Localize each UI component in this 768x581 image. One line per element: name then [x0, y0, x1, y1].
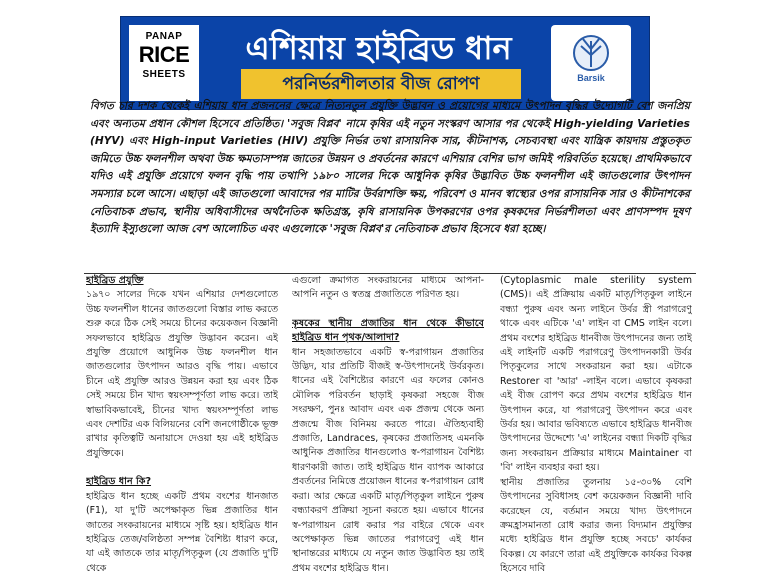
paragraph-yield-claims: স্থানীয় প্রজাতির তুলনায় ১৫-৩০% বেশি উৎপাদনের সুবিধাসহ বেশ কয়েকজন বিজ্ঞানী দাবি করেছেন যে, বর্তমান সময়ে খাদ্য উৎপাদনে ক্রমহ্রাসমানতা রোধ করার জন্য বিদ্যমান প্রযুক্তির মধ্যে হাইব্রিড ধান প্রযুক্তি হচ্ছে সবচে' কার্যকর বিকল্প। যে কারণে তারা এই প্রযুক্তিকে কার্যকর বিকল্প হিসেবে দাবি [500, 476, 692, 575]
heading-hybrid-technology: হাইব্রিড প্রযুক্তি [86, 275, 144, 286]
paragraph-cms-system: (Cytoplasmic male sterility system (CMS)। এই প্রক্রিয়ায় একটি মাতৃ/পিতৃকুল লাইনে বন্ধ্যা পুরুষ এবং অন্য লাইনে উর্বর স্ত্রী পরাগরেণু থাকে এবং এটিকে 'এ' লাইন বা CMS লাইন বলে। প্রথম বংশের হাইব্রিড ধানবীজ উৎপাদনের জন্য তাই এই লাইনটি একটি পরাগরেণু উৎপাদনকারী উর্বর পিতৃকুলের সাথে সংকরায়ন করা হয়। এটাকে Restorer বা 'আর' -লাইন বলে। এভাবে কৃষকরা এই বীজ রোপণ করে প্রথম বংশের হাইব্রিড ধান উৎপাদন করে, যা পরাগরেণু উৎপাদন করে এবং উর্বর হয়। আবার ভবিষ্যতে এভাবে হাইব্রিড ধানবীজ উৎপাদনের উদ্দেশ্যে 'এ' লাইনের বন্ধ্যা দিকটি বৃদ্ধির জন্য সংকরায়ন প্রক্রিয়ার মাধ্যমে Maintainer বা 'বি' লাইন ব্যবহার করা হয়। [500, 275, 692, 474]
paragraph-hybrid-technology: ১৯৭০ সালের দিকে যখন এশিয়ার দেশগুলোতে উচ্চ ফলনশীল ধানের জাতগুলো বিস্তার লাভ করতে শুরু করে ঠিক সেই সময়ে চীনের কয়েকজন বিজ্ঞানী সফলভাবে হাইব্রিড প্রযুক্তি উদ্ভাবন করেন। এই প্রযুক্তি প্রয়োগে আধুনিক উচ্চ ফলনশীল ধান জাতগুলোর উৎপাদন আরও বৃদ্ধি পায়। এভাবে চীনে এই প্রযুক্তি আরও উন্নয়ন করা হয় এবং ঠিক সেই সময়ে চীন খাদ্য স্বয়ংসম্পূর্ণতা লাভ করে। তাই স্বাভাবিকভাবেই, চীনের খাদ্য স্বয়ংসম্পূর্ণতা লাভ এবং দেশটির এক বিলিয়নের বেশি জনগোষ্ঠীকে ভূক্ত রাখার কৃতিত্বটি অনায়াসে দেওয়া হয় এই হাইব্রিড প্রযুক্তিকে। [86, 289, 278, 459]
rice-plant-icon [561, 31, 621, 71]
barsik-logo [551, 25, 631, 101]
column-3 [500, 274, 692, 581]
page-subtitle: পরনির্ভরশীলতার বীজ রোপণ [241, 69, 521, 99]
column-2 [292, 274, 484, 581]
logo-label: Barsik [577, 73, 605, 83]
paragraph-local-vs-hybrid: ধান সহজাতভাবে একটি স্ব-পরাগায়ন প্রজাতির উদ্ভিদ, যার প্রতিটি বীজই স্ব-উৎপাদনেই উর্বরকৃত। ধানের এই বৈশিষ্ট্যের কারণে এর ফলের কোনও মৌলিক পরিবর্তন ছাড়াই কৃষকরা সহজে বীজ সংরক্ষণ, পুনঃ আবাদ এবং এক প্রজন্ম থেকে অন্য প্রজন্মে বীজ বিনিময় করতে পারে। ঐতিহ্যবাহী প্রজাতি, Landraces, কৃষকের প্রজাতিসহ এমনকি আধুনিক প্রজাতির ধানগুলোও স্ব-পরাগায়ন বৈশিষ্ট্য ধারণকারী জাত। তাই হাইব্রিড ধান ব্যাপক আকারে প্রবর্তনের নিমিত্তে প্রয়োজন ধানের স্ব-পরাগায়ন রোধ করা। আর ক্ষেত্রে একটি মাতৃ/পিতৃকুল লাইনে পুরুষ বন্ধ্যাকরণ প্রক্রিয়া সূচনা করতে হয়। এভাবে ধানের স্ব-পরাগায়ন রোধ করার পর বাইরে থেকে এবং অপেক্ষাকৃত ভিন্ন জাতের পরাগরেণু এই ধান স্থানান্তরের মাধ্যমে যে নতুন জাত উদ্ভাবিত হয় তাই প্রথম বংশের হাইব্রিড ধান। [292, 346, 484, 574]
brand-line-3: SHEETS [142, 69, 186, 80]
panap-rice-sheets-logo [129, 25, 199, 101]
brand-line-1: PANAP [145, 31, 183, 42]
heading-what-is-hybrid-rice: হাইব্রিড ধান কি? [86, 476, 152, 488]
column-1 [86, 274, 278, 581]
heading-local-vs-hybrid: কৃষকের স্থানীয় প্রজাতির ধান থেকে কীভাবে হাইব্রিড ধান পৃথক/আলাদা? [292, 317, 484, 344]
paragraph-continuation: এগুলো ক্রমাগত সংকরায়নের মাধ্যমে আপনা-আপনি নতুন ও স্বতন্ত্র প্রজাতিতে পরিণত হয়। [292, 275, 484, 301]
page-title: এশিয়ায় হাইব্রিড ধান [245, 29, 512, 67]
paragraph-what-is-hybrid-rice: হাইব্রিড ধান হচ্ছে একটি প্রথম বংশের ধানজাত (F1), যা দু'টি অপেক্ষাকৃত ভিন্ন প্রজাতির ধান জাতের সংকরায়নের মাধ্যমে সৃষ্টি হয়। হাইব্রিড ধান হাইব্রিড তেজ/বলিষ্ঠতা সম্পন্ন বৈশিষ্ট্য ধারণ করে, যা এই জাতকে তার মাতৃ/পিতৃকুল (যে প্রজাতি দু'টি থেকে [86, 490, 278, 574]
brand-line-2: RICE [138, 42, 190, 67]
intro-paragraph: বিগত চার দশক থেকেই এশিয়ায় ধান প্রজননের ক্ষেত্রে নিত্যনতুন প্রযুক্তি উদ্ভাবন ও প্রয়োগের মাধ্যমে উৎপাদন বৃদ্ধির উদ্যোগটি বেশ জনপ্রিয় এবং অন্যতম প্রধান কৌশল হিসেবে প্রতিষ্ঠিত। 'সবুজ বিপ্লব' নামে কৃষির এই নতুন সংস্করণ আসার পর থেকেই High-yielding Varieties (HYV) এবং High-input Varieties (HIV) প্রযুক্তি নির্ভর তথা রাসায়নিক সার, কীটনাশক, সেচব্যবস্থা এবং যান্ত্রিক কায়দায় প্রস্তুতকৃত জমিতে উচ্চ ফলনশীল অথবা উচ্চ ক্ষমতাসম্পন্ন জাতের উন্নয়ন ও প্রবর্তনের কারণে এশিয়ার বেশির ভাগ জমিই পরিবর্তিত হয়েছে। প্রাথমিকভাবে যদিও এই প্রযুক্তি প্রয়োগে ফলন বৃদ্ধি পায় তথাপি ১৯৮০ সালের দিকে আধুনিক কৃষির উদ্ভাবিত উচ্চ ফলনশীল এই জাতগুলোর উৎপাদন সমস্যার চলে আসে। এছাড়া এই জাতগুলো আবাদের পর মাটির উর্বরাশক্তি ক্ষয়, পরিবেশ ও মানব স্বাস্থ্যের ওপর রাসায়নিক সার ও কীটনাশকের নেতিবাচক প্রভাব, স্থানীয় অধিবাসীদের অর্থনৈতিক ক্ষতিগ্রস্ত, কৃষি রাসায়নিক উপকরণের ওপর কৃষকদের নির্ভরশীলতা এবং প্রাণসম্পদ দূষণ ইত্যাদি ইস্যুগুলো আজ বেশ আলোচিত এবং এগুলোকে 'সবুজ বিপ্লব'র নেতিবাচক প্রভাব হিসেবে ধরা হচ্ছে। [90, 100, 690, 236]
